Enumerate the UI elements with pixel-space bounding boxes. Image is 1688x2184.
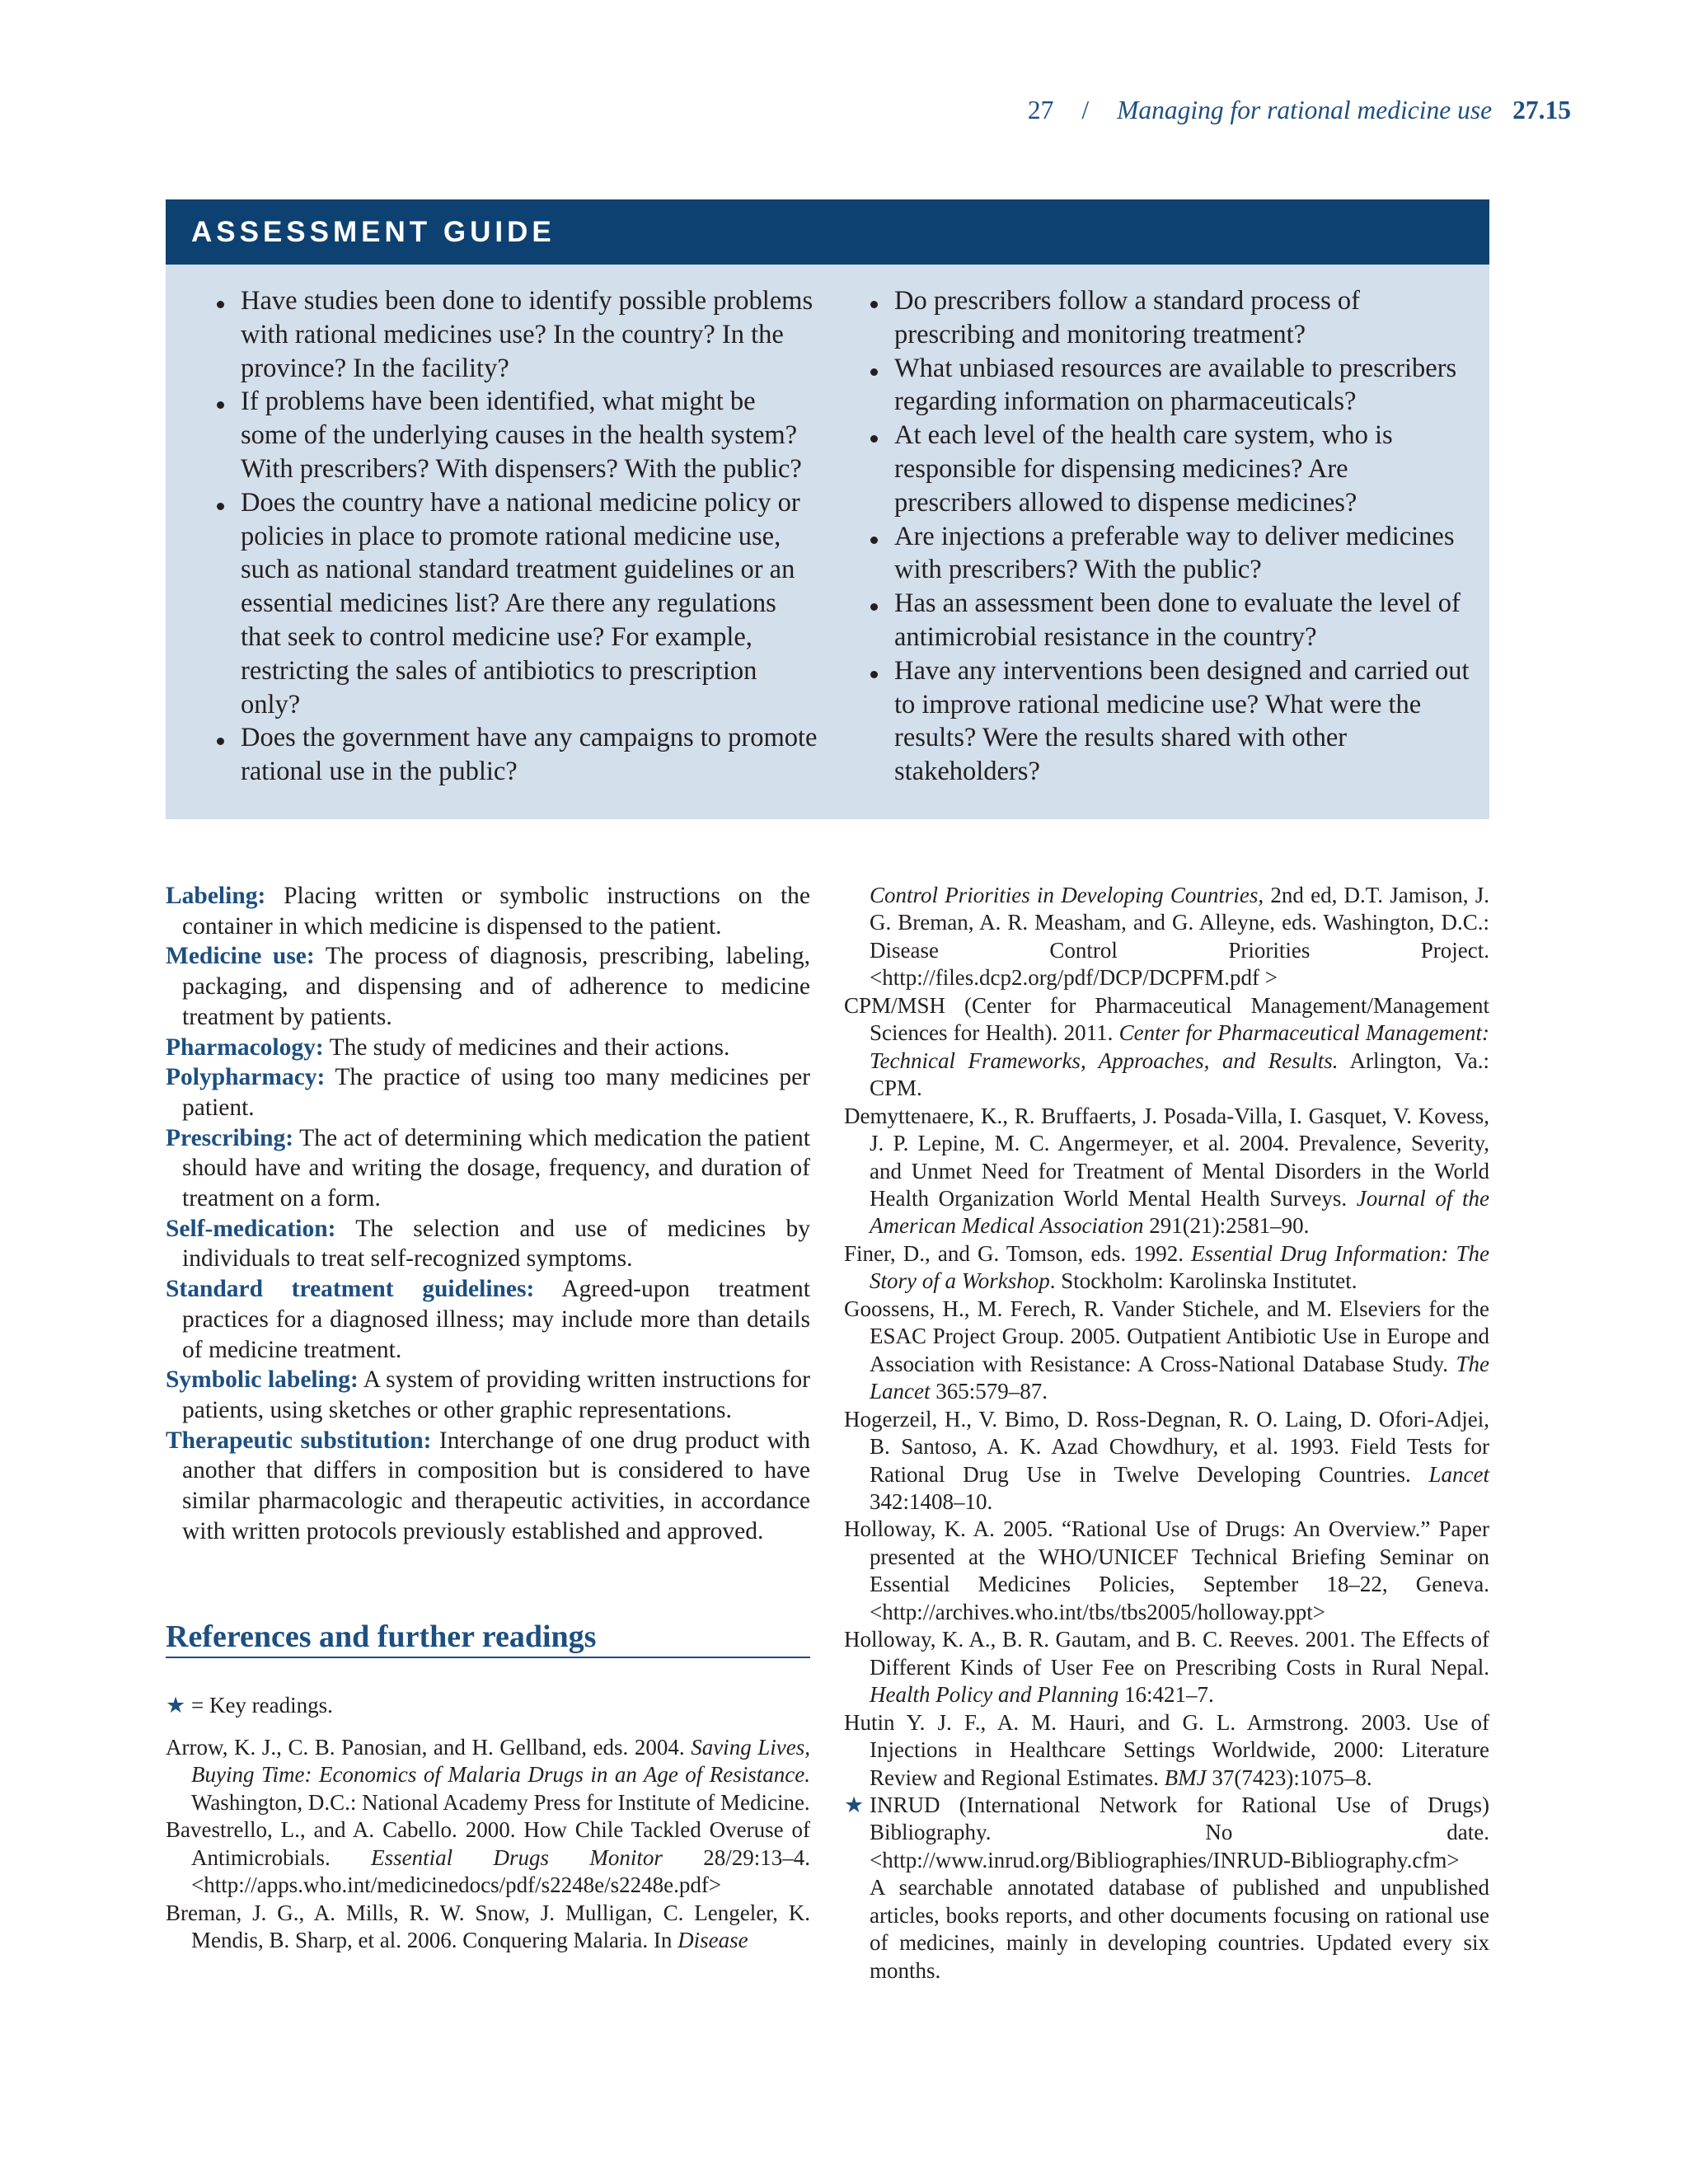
reference-text: Finer, D., and G. Tomson, eds. 1992.: [844, 1240, 1192, 1266]
guide-question-text: Has an assessment been done to evaluate the level of antimicrobial resistance in the country?: [894, 588, 1461, 652]
heading-rule: [166, 1657, 810, 1658]
guide-question: [241, 486, 818, 722]
bullet-icon: [870, 603, 878, 611]
bullet-icon: [870, 671, 878, 678]
reference-entry: [844, 1709, 1489, 1792]
glossary-entry: [166, 1426, 810, 1547]
key-star-icon: ★: [166, 1693, 186, 1718]
reference-title: Disease: [678, 1928, 748, 1953]
reference-text: 2nd ed, D.T. Jamison, J. G. Breman, A. R. Measham, and G. Alleyne, eds. Washington, D.C.: Disease Control Priorities Project.<http://files.dcp2.org/pdf/DCP/DCPFM.pdf >: [870, 883, 1489, 991]
key-reading-star-icon: ★: [844, 1792, 865, 1817]
reference-text: INRUD (International Network for Rational Use of Drugs) Bibliography. No date. <http://www.inrud.org/Bibliographies/INRUD-Bibliography.cfm>: [870, 1792, 1489, 1872]
glossary-term: Standard treatment guidelines:: [166, 1276, 535, 1303]
reference-title: Essential Drug Information: The Story of a Workshop: [870, 1240, 1490, 1294]
reference-text: Hutin Y. J. F., A. M. Hauri, and G. L. Armstrong. 2003. Use of Injections in Healthcare Settings Worldwide, 2000: Literature Review and Regional Estimates.: [844, 1709, 1489, 1790]
assessment-guide-body: [166, 265, 1489, 819]
reference-text: Bavestrello, L., and A. Cabello. 2000. How Chile Tackled Overuse of Antimicrobials.: [166, 1817, 810, 1870]
page-number: 27.15: [1512, 96, 1571, 124]
reference-text: Arrow, K. J., C. B. Panosian, and H. Gellband, eds. 2004.: [166, 1735, 692, 1760]
reference-entry: [166, 1816, 810, 1899]
reference-entry: [844, 1296, 1489, 1406]
guide-question-text: If problems have been identified, what might be some of the underlying causes in the health system? With prescribers? With dispensers? With the public?: [241, 387, 802, 484]
reference-text: 365:579–87.: [930, 1379, 1048, 1404]
bullet-icon: [870, 537, 878, 544]
glossary-definition: Interchange of one drug product with another that differs in composition but is considered to have similar pharmacologic and therapeutic activities, in accordance with written protocols previously established and approved.: [182, 1427, 810, 1544]
glossary-term: Symbolic labeling:: [166, 1366, 359, 1394]
reference-text: 291(21):2581–90.: [1143, 1213, 1310, 1239]
reference-title: Health Policy and Planning: [870, 1682, 1119, 1708]
reference-text: 28/29:13–4. <http://apps.who.int/medicinedocs/pdf/s2248e/s2248e.pdf>: [191, 1844, 810, 1898]
reference-title: Lancet: [1428, 1461, 1489, 1487]
guide-question: [894, 352, 1471, 419]
glossary-definition: The practice of using too many medicines per patient.: [182, 1064, 810, 1121]
reference-entry: [844, 1626, 1489, 1708]
guide-question: [894, 419, 1471, 519]
reference-title: BMJ: [1164, 1765, 1207, 1790]
guide-question: [894, 654, 1471, 789]
assessment-guide-box: [166, 199, 1489, 819]
reference-text: Holloway, K. A. 2005. “Rational Use of Drugs: An Overview.” Paper presented at the WHO/UNICEF Technical Briefing Seminar on Essential Medicines Policies, September 18–22, Geneva. <http://archives.who.int/tbs/tbs2005/holloway.ppt>: [844, 1516, 1489, 1624]
glossary-definition: The process of diagnosis, prescribing, labeling, packaging, and dispensing and of adherence to medicine treatment by patients.: [182, 943, 811, 1030]
glossary-entry: [166, 1033, 810, 1063]
glossary-definition: A system of providing written instructions for patients, using sketches or other graphic representations.: [182, 1366, 810, 1423]
bullet-icon: [217, 301, 224, 308]
reference-annotation: A searchable annotated database of published and unpublished articles, books reports, and other documents focusing on rational use of medicines, mainly in developing countries. Updated every six months.: [870, 1875, 1489, 1983]
reference-title: The Lancet: [870, 1351, 1489, 1404]
reference-text: . Stockholm: Karolinska Institutet.: [1049, 1268, 1357, 1294]
guide-question: [241, 721, 818, 789]
guide-question-text: Have studies been done to identify possible problems with rational medicines use? In the country? In the province? In the facility?: [241, 286, 814, 383]
reference-text: Breman, J. G., A. Mills, R. W. Snow, J. Mulligan, C. Lengeler, K. Mendis, B. Sharp, et al. 2006. Conquering Malaria. In: [166, 1900, 810, 1953]
reference-entry: [844, 1103, 1489, 1240]
guide-question-text: Does the country have a national medicine policy or policies in place to promote rational medicine use, such as national standard treatment guidelines or an essential medicines list? Are there any regulations that seek to control medicine use? For example, restricting the sales of antibiotics to prescription only?: [241, 487, 800, 719]
glossary-definition: The act of determining which medication the patient should have and writing the dosage, frequency, and duration of treatment on a form.: [182, 1124, 811, 1212]
glossary-definition: Agreed-upon treatment practices for a diagnosed illness; may include more than details of medicine treatment.: [182, 1276, 811, 1363]
bullet-icon: [217, 401, 224, 409]
reference-entry: [844, 882, 1489, 992]
reference-text: Arlington, Va.: CPM.: [870, 1047, 1489, 1101]
glossary-term: Therapeutic substitution:: [166, 1427, 432, 1454]
reference-title: Journal of the American Medical Association: [870, 1185, 1489, 1239]
guide-questions-right: [894, 284, 1471, 789]
reference-text: 16:421–7.: [1118, 1682, 1214, 1708]
guide-question: [894, 587, 1471, 654]
reference-text: 37(7423):1075–8.: [1206, 1765, 1372, 1790]
bullet-icon: [870, 368, 878, 376]
glossary-term: Self-medication:: [166, 1215, 336, 1242]
guide-question-text: What unbiased resources are available to prescribers regarding information on pharmaceuticals?: [894, 353, 1457, 417]
guide-question: [894, 284, 1471, 352]
bullet-icon: [217, 503, 224, 510]
glossary-entry: [166, 1214, 810, 1274]
guide-question-text: Does the government have any campaigns to promote rational use in the public?: [241, 723, 818, 787]
reference-text: Holloway, K. A., B. R. Gautam, and B. C. Reeves. 2001. The Effects of Different Kinds of User Fee on Prescribing Costs in Rural Nepal.: [844, 1627, 1489, 1680]
assessment-guide-header: [166, 199, 1489, 265]
bullet-icon: [217, 738, 224, 745]
reference-text: 342:1408–10.: [870, 1488, 993, 1514]
guide-question-text: Are injections a preferable way to deliver medicines with prescribers? With the public?: [894, 521, 1455, 585]
glossary-definition: The selection and use of medicines by individuals to treat self-recognized symptoms.: [182, 1215, 810, 1272]
guide-question-text: Do prescribers follow a standard process of prescribing and monitoring treatment?: [894, 286, 1360, 349]
reference-entry: [166, 1900, 810, 1955]
running-head: [1028, 94, 1571, 127]
guide-question: [241, 385, 818, 485]
guide-question: [894, 520, 1471, 588]
glossary-entry: [166, 1274, 810, 1365]
guide-question-text: Have any interventions been designed and carried out to improve rational medicine use? What were the results? Were the results shared with other stakeholders?: [894, 655, 1470, 787]
reference-title: Saving Lives, Buying Time: Economics of Malaria Drugs in an Age of Resistance.: [191, 1735, 811, 1788]
reference-text: Demyttenaere, K., R. Bruffaerts, J. Posada-Villa, I. Gasquet, V. Kovess, J. P. Lepine, M. C. Angermeyer, et al. 2004. Prevalence, Severity, and Unmet Need for Treatment of Mental Disorders in the World Health Organization World Mental Health Surveys.: [844, 1103, 1489, 1211]
glossary-term: Medicine use:: [166, 943, 315, 970]
glossary-definition: Placing written or symbolic instructions on the container in which medicine is dispensed to the patient.: [182, 883, 811, 940]
glossary-term: Labeling:: [166, 883, 266, 909]
key-readings-label: = Key readings.: [190, 1693, 333, 1718]
glossary-term: Polypharmacy:: [166, 1064, 326, 1091]
reference-text: Hogerzeil, H., V. Bimo, D. Ross-Degnan, R. O. Laing, D. Ofori-Adjei, B. Santoso, A. K. Azad Chowdhury, et al. 1993. Field Tests for Rational Drug Use in Twelve Developing Countries.: [844, 1406, 1489, 1487]
guide-question-text: At each level of the health care system, who is responsible for dispensing medicines? Are prescribers allowed to dispense medicines?: [894, 420, 1393, 518]
key-readings-note: [166, 1691, 333, 1719]
glossary-entry: [166, 1365, 810, 1425]
reference-title: Center for Pharmaceutical Management: Technical Frameworks, Approaches, and Results.: [870, 1020, 1489, 1073]
chapter-title: Managing for rational medicine use: [1117, 96, 1493, 124]
glossary: [166, 881, 810, 1546]
glossary-entry: [166, 1062, 810, 1122]
reference-entry: [844, 1406, 1489, 1516]
assessment-guide-title: ASSESSMENT GUIDE: [191, 215, 556, 248]
reference-entry: [844, 992, 1489, 1103]
glossary-definition: The study of medicines and their actions.: [329, 1033, 730, 1061]
glossary-entry: [166, 941, 810, 1032]
glossary-entry: [166, 1123, 810, 1214]
reference-text: Goossens, H., M. Ferech, R. Vander Stichele, and M. Elseviers for the ESAC Project Group. 2005. Outpatient Antibiotic Use in Europe and Association with Resistance: A Cross-National Database Study.: [844, 1296, 1489, 1376]
reference-title: Control Priorities in Developing Countries,: [870, 883, 1264, 907]
guide-questions-left: [241, 284, 818, 789]
glossary-term: Prescribing:: [166, 1124, 294, 1151]
reference-entry: [166, 1734, 810, 1816]
reference-text: CPM/MSH (Center for Pharmaceutical Management/Management Sciences for Health). 2011.: [844, 992, 1489, 1046]
reference-title: Essential Drugs Monitor: [371, 1844, 663, 1870]
header-separator: /: [1081, 96, 1090, 124]
bullet-icon: [870, 435, 878, 443]
reference-text: Washington, D.C.: National Academy Press for Institute of Medicine.: [191, 1789, 810, 1815]
reference-entry: [844, 1516, 1489, 1626]
references-column-left: [166, 1734, 810, 1955]
glossary-term: Pharmacology:: [166, 1033, 324, 1061]
reference-entry: [844, 1240, 1489, 1296]
references-heading: References and further readings: [166, 1619, 597, 1654]
chapter-number: 27: [1027, 96, 1054, 124]
references-column-right: [844, 882, 1489, 1985]
glossary-entry: [166, 881, 810, 941]
guide-question: [241, 284, 818, 385]
reference-entry: [844, 1792, 1489, 1874]
bullet-icon: [870, 301, 878, 308]
